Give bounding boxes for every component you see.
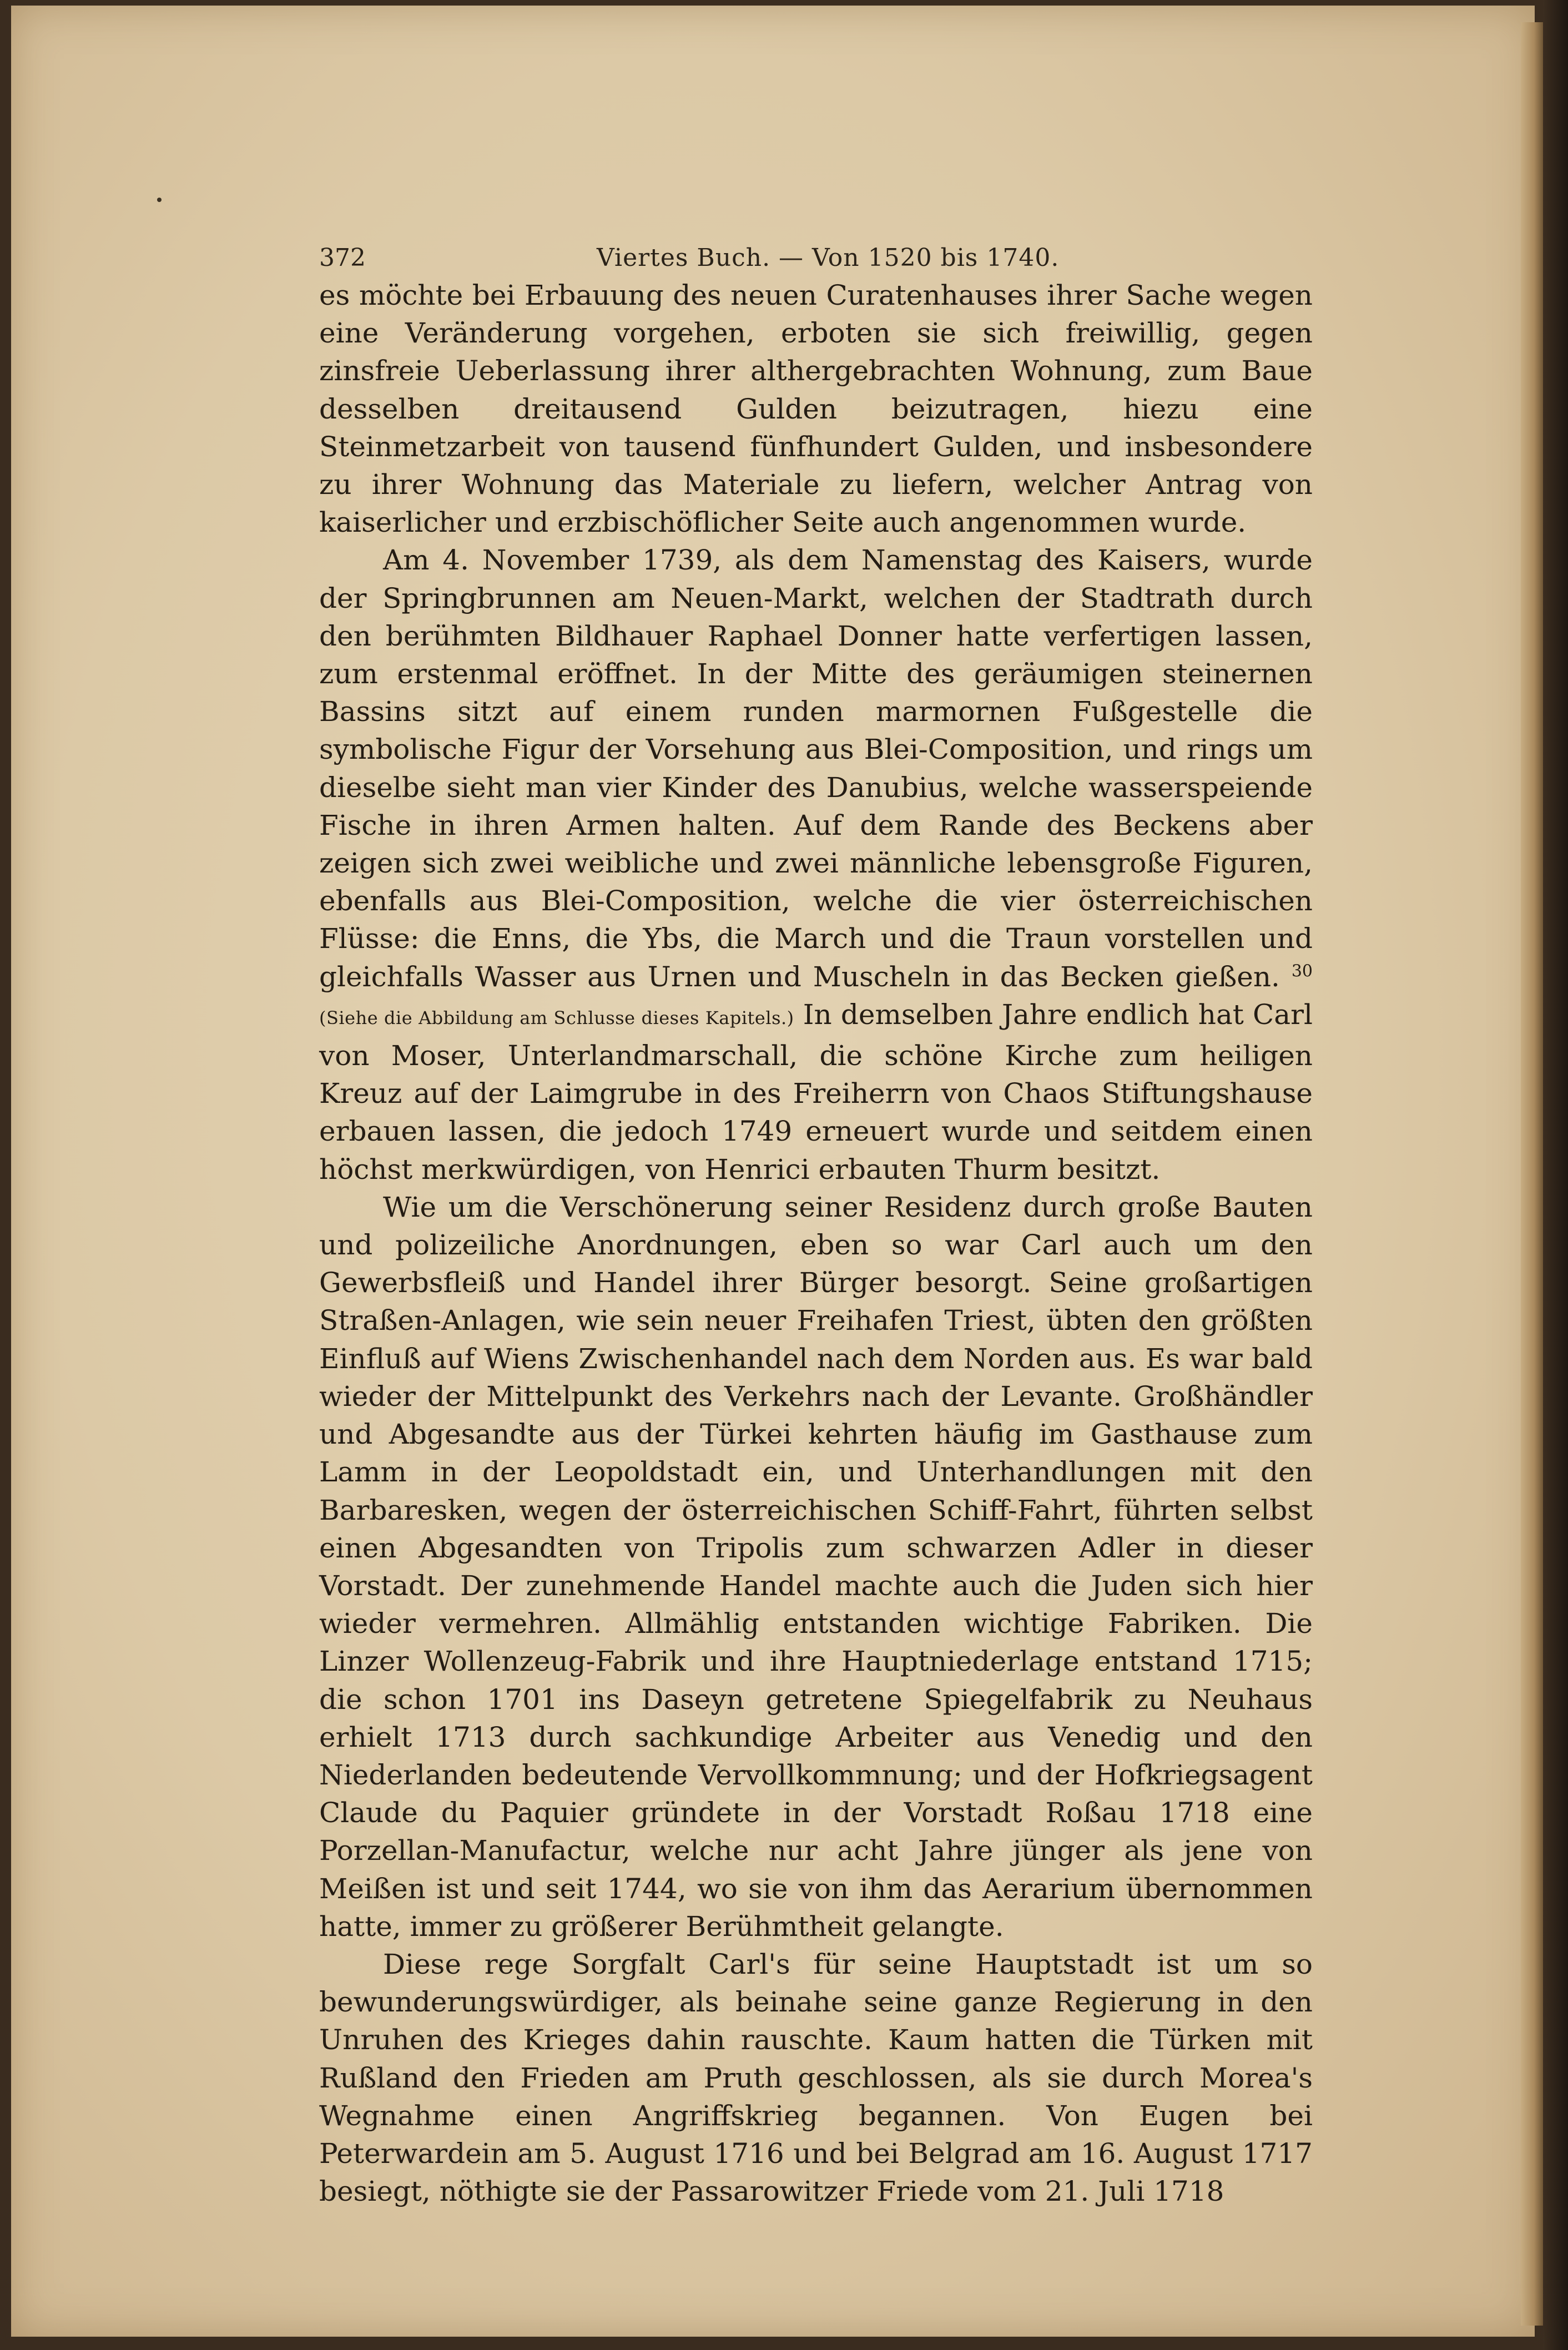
paragraph: Wie um die Verschönerung seiner Residenz durch große Bauten und polizeiliche Anordnungen, eben so war Carl auch um den Gewerbsfleiß und Handel ihrer Bürger besorgt. Seine großartigen Straßen-Anlagen, wie sein neuer Freihafen Triest, übten den größten Einfluß auf Wiens Zwischenhandel nach dem Norden aus. Es war bald wieder der Mittelpunkt des Verkehrs nach der Levante. Großhändler und Abgesandte aus der Türkei kehrten häufig im Gasthause zum Lamm in der Leopoldstadt ein, und Unterhandlungen mit den Barbaresken, wegen der österreichischen Schiff-Fahrt, führten selbst einen Abgesandten von Tripolis zum schwarzen Adler in dieser Vorstadt. Der zunehmende Handel machte auch die Juden sich hier wieder vermehren. Allmählig entstanden wichtige Fabriken. Die Linzer Wollenzeug-Fabrik und ihre Hauptniederlage entstand 1715; die schon 1701 ins Daseyn getretene Spiegelfabrik zu Neuhaus erhielt 1713 durch sachkundige Arbeiter aus Venedig und den Niederlanden bedeutende Vervollkommnung; und der Hofkriegsagent Claude du Paquier gründete in der Vorstadt Roßau 1718 eine Porzellan-Manufactur, welche nur acht Jahre jünger als jene von Meißen ist und seit 1744, wo sie von ihm das Aerarium übernommen hatte, immer zu größerer Berühmtheit gelangte.: [319, 1191, 1313, 1943]
paragraph-text: Am 4. November 1739, als dem Namenstag des Kaisers, wurde der Springbrunnen am Neuen-Markt, welchen der Stadtrath durch den berühmten Bildhauer Raphael Donner hatte verfertigen lassen, zum erstenmal eröffnet. In der Mitte des geräumigen steinernen Bassins sitzt auf einem runden marmornen Fußgestelle die symbolische Figur der Vorsehung aus Blei-Composition, und rings um dieselbe sieht man vier Kinder des Danubius, welche wasserspeiende Fische in ihren Armen halten. Auf dem Rande des Beckens aber zeigen sich zwei weibliche und zwei männliche lebensgroße Figuren, ebenfalls aus Blei-Composition, welche die vier österreichischen Flüsse: die Enns, die Ybs, die March und die Traun vorstellen und gleichfalls Wasser aus Urnen und Muscheln in das Becken gießen.: [319, 544, 1313, 993]
paragraph-text: In demselben Jahre endlich hat Carl von Moser, Unterlandmarschall, die schöne Kirche zum heiligen Kreuz auf der Laimgrube in des Freiherrn von Chaos Stiftungshause erbauen lassen, die jedoch 1749 erneuert wurde und seitdem einen höchst merkwürdigen, von Henrici erbauten Thurm besitzt.: [319, 998, 1313, 1186]
ink-speck: [157, 198, 162, 202]
page-header: [319, 239, 1318, 278]
body-text: [319, 276, 1313, 2210]
figure-reference: (Siehe die Abbildung am Schlusse dieses Kapitels.): [319, 1007, 794, 1028]
page-number: 372: [319, 244, 366, 272]
page-edge: [1521, 22, 1543, 2326]
paragraph: es möchte bei Erbauung des neuen Curatenhauses ihrer Sache wegen eine Veränderung vorgehen, erboten sie sich freiwillig, gegen zinsfreie Ueberlassung ihrer althergebrachten Wohnung, zum Baue desselben dreitausend Gulden beizutragen, hiezu eine Steinmetzarbeit von tausend fünfhundert Gulden, und insbesondere zu ihrer Wohnung das Materiale zu liefern, welcher Antrag von kaiserlicher und erzbischöflicher Seite auch angenommen wurde.: [319, 279, 1313, 539]
running-title: Viertes Buch. — Von 1520 bis 1740.: [597, 244, 1060, 272]
paragraph: Diese rege Sorgfalt Carl's für seine Hauptstadt ist um so bewunderungswürdiger, als beinahe seine ganze Regierung in den Unruhen des Krieges dahin rauschte. Kaum hatten die Türken mit Rußland den Frieden am Pruth geschlossen, als sie durch Morea's Wegnahme einen Angriffskrieg begannen. Von Eugen bei Peterwardein am 5. August 1716 und bei Belgrad am 16. August 1717 besiegt, nöthigte sie der Passarowitzer Friede vom 21. Juli 1718: [319, 1948, 1313, 2208]
book-binding: [1543, 0, 1568, 2350]
paragraph: [319, 541, 1313, 1188]
footnote-marker: 30: [1291, 961, 1313, 981]
